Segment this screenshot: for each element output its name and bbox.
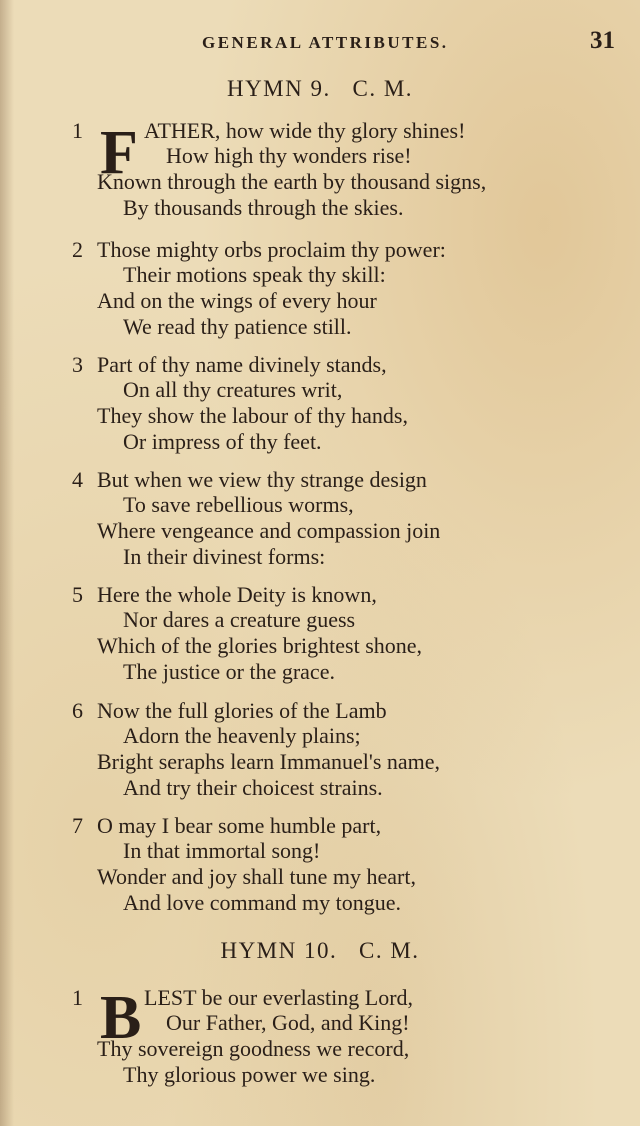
verse-line: And try their choicest strains. — [123, 775, 383, 800]
verse-line: Our Father, God, and King! — [166, 1010, 410, 1035]
verse-line: Those mighty orbs proclaim thy power: — [97, 237, 446, 262]
verse-line: Adorn the heavenly plains; — [123, 723, 361, 748]
verse-line: But when we view thy strange design — [97, 467, 427, 492]
stanza-number: 2 — [72, 237, 83, 262]
verse-line: Nor dares a creature guess — [123, 607, 356, 632]
drop-cap-letter: F — [100, 119, 138, 187]
drop-cap-letter: B — [100, 984, 142, 1052]
stanza-number: 4 — [72, 467, 83, 492]
verse-line: We read thy patience still. — [123, 314, 352, 339]
verse-line: And on the wings of every hour — [97, 288, 377, 313]
page-header — [0, 27, 640, 57]
stanza-number: 1 — [72, 118, 83, 143]
stanza-number: 1 — [72, 985, 83, 1010]
verse-line: In their divinest forms: — [123, 544, 326, 569]
verse-line: LEST be our everlasting Lord, — [144, 985, 414, 1010]
verse-line: The justice or the grace. — [123, 659, 335, 684]
verse-line: In that immortal song! — [123, 838, 321, 863]
hymn-title: HYMN 9. C. M. — [226, 76, 414, 101]
stanza-number: 6 — [72, 698, 83, 723]
verse-line: How high thy wonders rise! — [166, 143, 412, 168]
verse-line: Wonder and joy shall tune my heart, — [97, 864, 416, 889]
verse-line: ATHER, how wide thy glory shines! — [144, 118, 466, 143]
running-head: GENERAL ATTRIBUTES. — [202, 33, 449, 52]
verse-line: They show the labour of thy hands, — [97, 403, 408, 428]
verse-line: Part of thy name divinely stands, — [97, 352, 387, 377]
verse-line: To save rebellious worms, — [123, 492, 354, 517]
verse-line: Thy sovereign goodness we record, — [97, 1036, 410, 1061]
verse-line: Now the full glories of the Lamb — [97, 698, 387, 723]
stanza-number: 5 — [72, 582, 83, 607]
stanza-number: 3 — [72, 352, 83, 377]
verse-line: Known through the earth by thousand signs, — [97, 169, 487, 194]
verse-line: Thy glorious power we sing. — [123, 1062, 376, 1087]
verse-line: O may I bear some humble part, — [97, 813, 382, 838]
verse-line: And love command my tongue. — [123, 890, 402, 915]
verse-line: Their motions speak thy skill: — [123, 262, 386, 287]
verse-line: Which of the glories brightest shone, — [97, 633, 423, 658]
page-number: 31 — [590, 27, 615, 54]
verse-line: By thousands through the skies. — [123, 195, 404, 220]
verse-line: Here the whole Deity is known, — [97, 582, 377, 607]
verse-line: Bright seraphs learn Immanuel's name, — [97, 749, 441, 774]
hymn-title: HYMN 10. C. M. — [220, 938, 420, 963]
verse-line: On all thy creatures writ, — [123, 377, 343, 402]
stanza-number: 7 — [72, 813, 83, 838]
verse-line: Where vengeance and compassion join — [97, 518, 441, 543]
verse-line: Or impress of thy feet. — [123, 429, 322, 454]
